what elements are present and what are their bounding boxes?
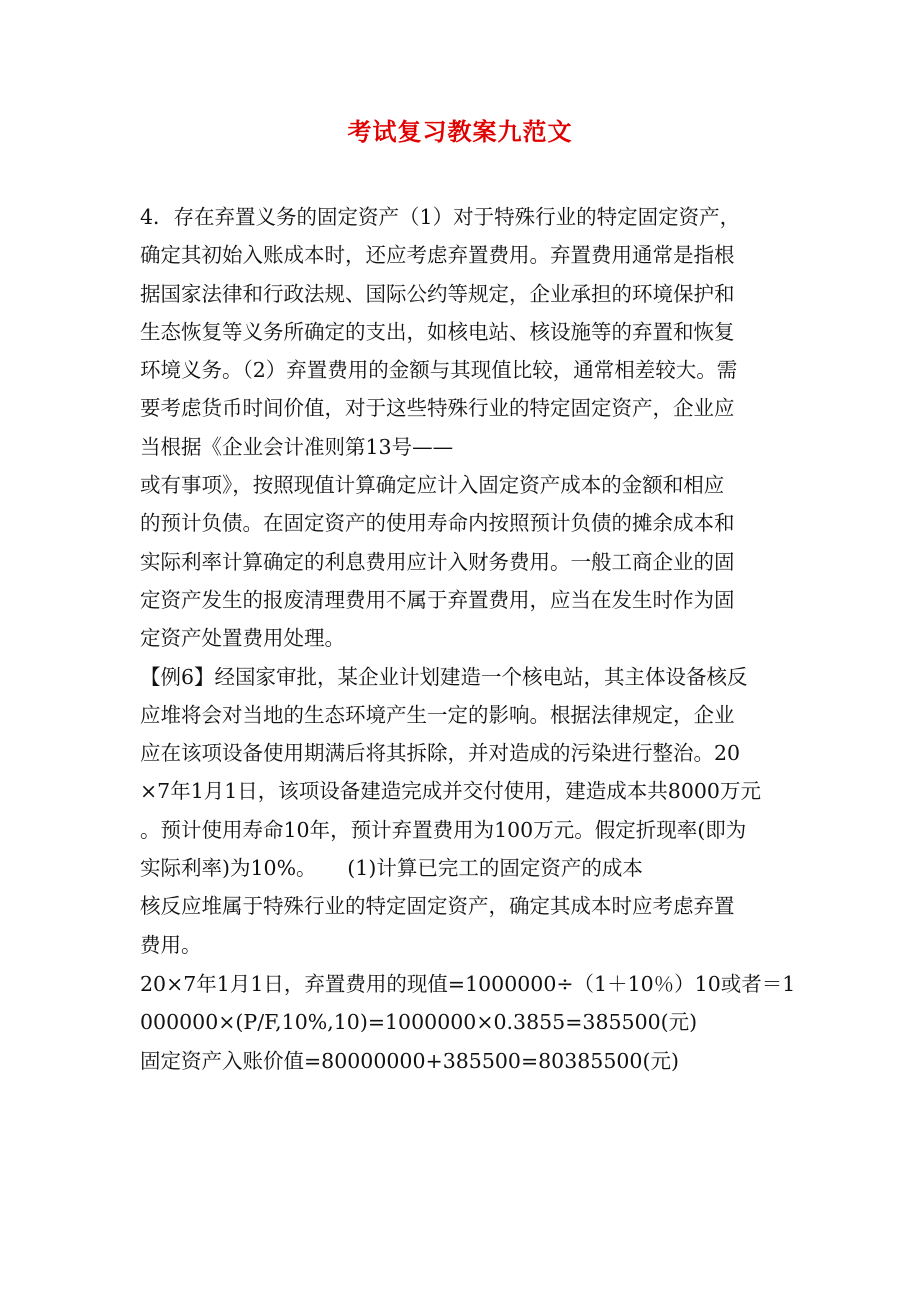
paragraph-line: 确定其初始入账成本时，还应考虑弃置费用。弃置费用通常是指根 — [140, 243, 735, 268]
paragraph-line: 4．存在弃置义务的固定资产（1）对于特殊行业的特定固定资产， — [140, 205, 741, 229]
document-body — [140, 198, 796, 1080]
example-line: 实际利率)为10%。 (1)计算已完工的固定资产的成本 — [140, 856, 643, 881]
example-line: ×7年1月1日，该项设备建造完成并交付使用，建造成本共8000万元 — [140, 779, 761, 804]
example-line: 【例6】经国家审批，某企业计划建造一个核电站，其主体设备核反 — [140, 664, 748, 689]
formula-line: 000000×(P/F,10%,10)=1000000×0.3855=385500(元) — [140, 1010, 698, 1035]
paragraph-line: 要考虑货币时间价值，对于这些特殊行业的特定固定资产，企业应 — [140, 396, 735, 421]
formula-line: 20×7年1月1日，弃置费用的现值=1000000÷（1＋10％）10或者＝1 — [140, 971, 796, 996]
example-line: 应在该项设备使用期满后将其拆除，并对造成的污染进行整治。20 — [140, 741, 741, 766]
example-line: 应堆将会对当地的生态环境产生一定的影响。根据法律规定，企业 — [140, 702, 735, 727]
paragraph-line: 当根据《企业会计准则第13号—— — [140, 434, 454, 459]
paragraph-line: 实际利率计算确定的利息费用应计入财务费用。一般工商企业的固 — [140, 549, 735, 574]
example-line: 费用。 — [140, 932, 202, 957]
document-title: 考试复习教案九范文 — [347, 117, 573, 146]
example-line: 。预计使用寿命10年，预计弃置费用为100万元。假定折现率(即为 — [140, 817, 747, 842]
paragraph-line: 环境义务。（2）弃置费用的金额与其现值比较，通常相差较大。需 — [140, 358, 738, 383]
paragraph-line: 或有事项》，按照现值计算确定应计入固定资产成本的金额和相应 — [140, 473, 725, 498]
paragraph-line: 定资产处置费用处理。 — [140, 626, 345, 651]
paragraph-line: 定资产发生的报废清理费用不属于弃置费用，应当在发生时作为固 — [140, 587, 735, 612]
paragraph-line: 据国家法律和行政法规、国际公约等规定，企业承担的环境保护和 — [140, 281, 735, 306]
paragraph-line: 的预计负债。在固定资产的使用寿命内按照预计负债的摊余成本和 — [140, 511, 735, 536]
paragraph-line: 生态恢复等义务所确定的支出，如核电站、核设施等的弃置和恢复 — [140, 319, 735, 344]
formula-line: 固定资产入账价值=80000000+385500=80385500(元) — [140, 1048, 679, 1073]
example-line: 核反应堆属于特殊行业的特定固定资产，确定其成本时应考虑弃置 — [140, 894, 735, 919]
